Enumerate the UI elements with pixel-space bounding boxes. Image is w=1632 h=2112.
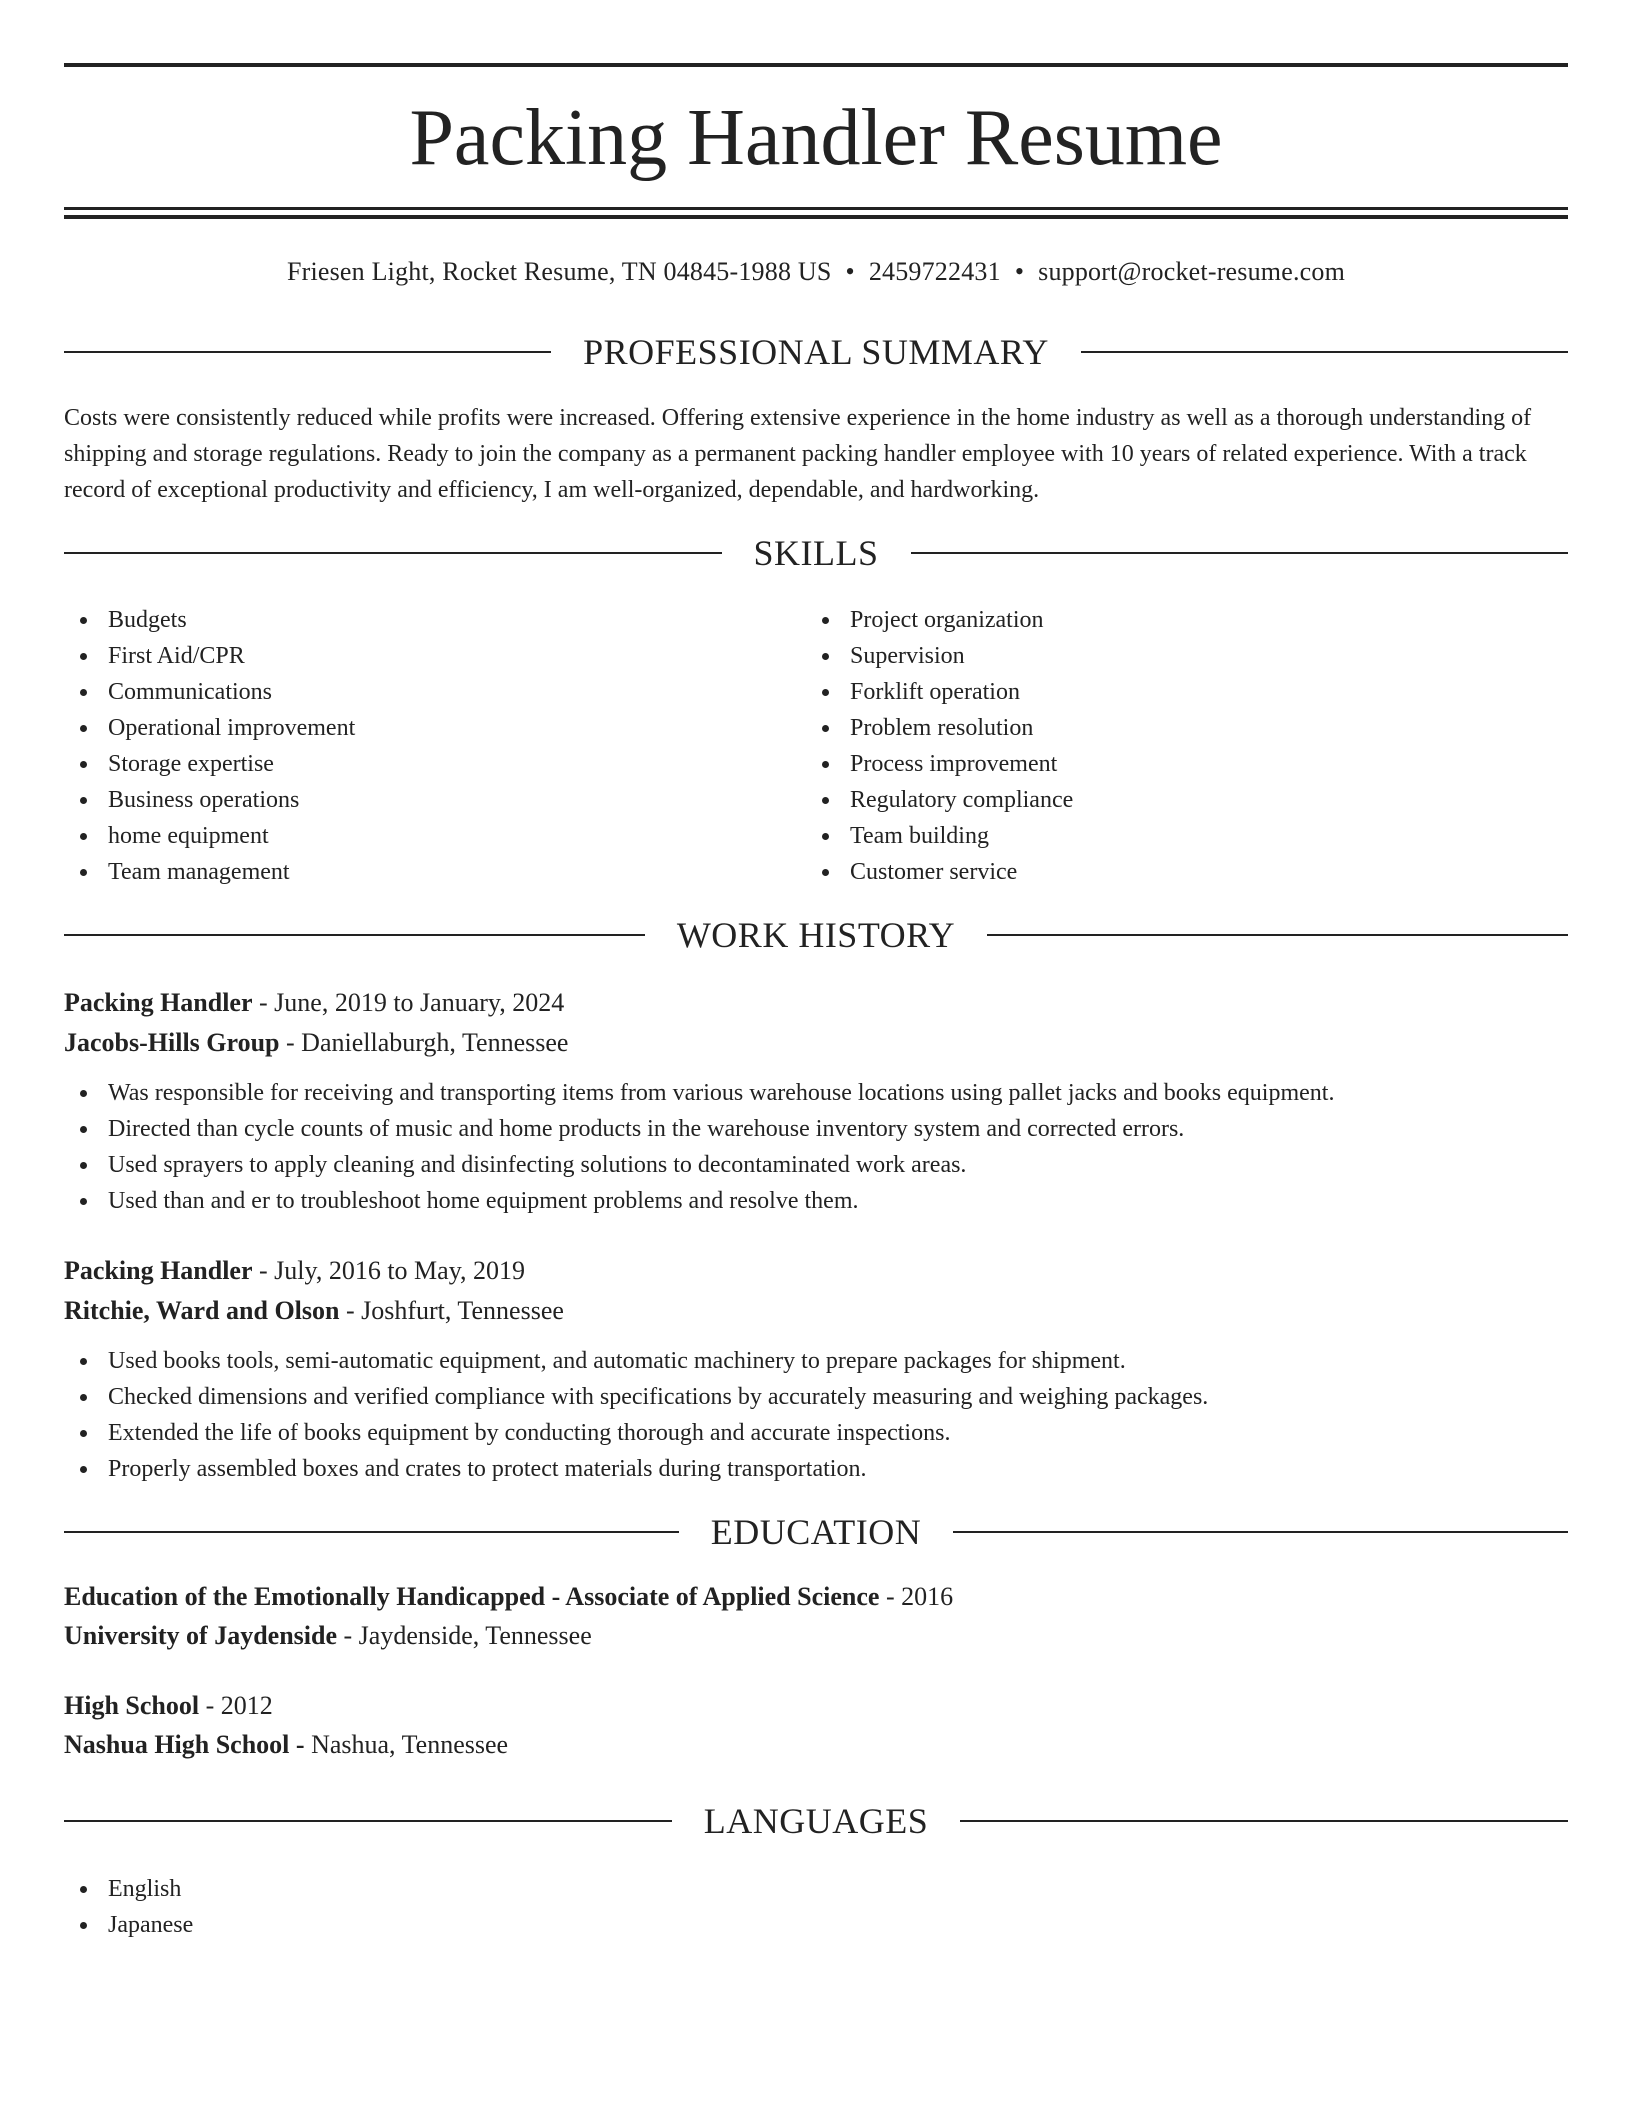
job-location: - Daniellaburgh, Tennessee bbox=[279, 1028, 569, 1057]
heading-rule bbox=[64, 1531, 679, 1533]
job-entry bbox=[64, 1251, 1568, 1487]
job-duties bbox=[64, 1075, 1568, 1219]
contact-line bbox=[64, 254, 1568, 290]
job-company: Ritchie, Ward and Olson bbox=[64, 1296, 340, 1325]
title-rule-upper bbox=[64, 207, 1568, 210]
job-duty: Checked dimensions and verified compliance with specifications by accurately measuring and weighing packages. bbox=[64, 1379, 1568, 1415]
skill-item: Budgets bbox=[64, 602, 764, 638]
job-duty: Extended the life of books equipment by conducting thorough and accurate inspections. bbox=[64, 1415, 1568, 1451]
contact-address: Friesen Light, Rocket Resume, TN 04845-1988 US bbox=[286, 257, 832, 286]
job-duties bbox=[64, 1343, 1568, 1487]
education-entry bbox=[64, 1577, 1568, 1655]
contact-phone: 2459722431 bbox=[868, 257, 1001, 286]
heading-rule bbox=[64, 934, 645, 936]
heading-rule bbox=[64, 552, 722, 554]
heading-rule bbox=[64, 351, 551, 353]
heading-rule bbox=[64, 1820, 672, 1822]
skill-item: Team management bbox=[64, 854, 764, 890]
job-duty: Properly assembled boxes and crates to protect materials during transportation. bbox=[64, 1451, 1568, 1487]
section-title: WORK HISTORY bbox=[676, 915, 956, 955]
skill-item: Team building bbox=[806, 818, 1506, 854]
education-school-line bbox=[64, 1616, 1568, 1655]
section-heading-languages bbox=[64, 1799, 1568, 1843]
job-title: Packing Handler bbox=[64, 988, 253, 1017]
job-company: Jacobs-Hills Group bbox=[64, 1028, 280, 1057]
education-degree: High School bbox=[64, 1691, 200, 1720]
contact-email: support@rocket-resume.com bbox=[1038, 257, 1346, 286]
contact-separator: • bbox=[1014, 257, 1025, 286]
skill-item: Project organization bbox=[806, 602, 1506, 638]
section-title: PROFESSIONAL SUMMARY bbox=[583, 332, 1049, 372]
job-duty: Directed than cycle counts of music and home products in the warehouse inventory system and corrected errors. bbox=[64, 1111, 1568, 1147]
job-duty: Was responsible for receiving and transporting items from various warehouse locations using pallet jacks and books equipment. bbox=[64, 1075, 1568, 1111]
skill-item: Regulatory compliance bbox=[806, 782, 1506, 818]
section-title: EDUCATION bbox=[710, 1512, 922, 1552]
job-location: - Joshfurt, Tennessee bbox=[339, 1296, 564, 1325]
skill-item: Customer service bbox=[806, 854, 1506, 890]
job-duty: Used than and er to troubleshoot home equipment problems and resolve them. bbox=[64, 1183, 1568, 1219]
education-year: - 2012 bbox=[199, 1691, 273, 1720]
heading-rule bbox=[911, 552, 1569, 554]
education-school: Nashua High School - bbox=[64, 1730, 305, 1759]
skill-item: home equipment bbox=[64, 818, 764, 854]
skill-item: First Aid/CPR bbox=[64, 638, 764, 674]
top-rule bbox=[64, 63, 1568, 67]
section-title: LANGUAGES bbox=[703, 1801, 929, 1841]
heading-rule bbox=[953, 1531, 1568, 1533]
resume-title: Packing Handler Resume bbox=[409, 94, 1223, 182]
education-degree-line bbox=[64, 1686, 1568, 1725]
skills-list-left bbox=[64, 602, 764, 890]
heading-rule bbox=[960, 1820, 1568, 1822]
job-company-line bbox=[64, 1023, 1568, 1063]
job-dates: - June, 2019 to January, 2024 bbox=[252, 988, 565, 1017]
skill-item: Problem resolution bbox=[806, 710, 1506, 746]
job-entry bbox=[64, 983, 1568, 1219]
section-heading-education bbox=[64, 1510, 1568, 1554]
heading-rule bbox=[987, 934, 1568, 936]
heading-rule bbox=[1081, 351, 1568, 353]
education-degree: Education of the Emotionally Handicapped - Associate of Applied Science bbox=[64, 1582, 880, 1611]
job-title-line bbox=[64, 1251, 1568, 1291]
education-location: Nashua, Tennessee bbox=[304, 1730, 509, 1759]
education-entry bbox=[64, 1686, 1568, 1764]
section-heading-summary bbox=[64, 330, 1568, 374]
education-school: University of Jaydenside bbox=[64, 1621, 337, 1650]
section-heading-work bbox=[64, 913, 1568, 957]
skill-item: Storage expertise bbox=[64, 746, 764, 782]
job-company-line bbox=[64, 1291, 1568, 1331]
skill-item: Forklift operation bbox=[806, 674, 1506, 710]
education-school-line bbox=[64, 1725, 1568, 1764]
skill-item: Operational improvement bbox=[64, 710, 764, 746]
skill-item: Business operations bbox=[64, 782, 764, 818]
title-rule-lower bbox=[64, 215, 1568, 219]
skill-item: Process improvement bbox=[806, 746, 1506, 782]
job-duty: Used sprayers to apply cleaning and disinfecting solutions to decontaminated work areas. bbox=[64, 1147, 1568, 1183]
job-title-line bbox=[64, 983, 1568, 1023]
languages-list bbox=[64, 1871, 193, 1943]
language-item: English bbox=[64, 1871, 193, 1907]
education-location: - Jaydenside, Tennessee bbox=[337, 1621, 592, 1650]
section-title: SKILLS bbox=[753, 533, 879, 573]
skills-list-right bbox=[806, 602, 1506, 890]
skill-item: Communications bbox=[64, 674, 764, 710]
job-dates: - July, 2016 to May, 2019 bbox=[252, 1256, 526, 1285]
skill-item: Supervision bbox=[806, 638, 1506, 674]
contact-separator: • bbox=[845, 257, 855, 286]
job-duty: Used books tools, semi-automatic equipment, and automatic machinery to prepare packages for shipment. bbox=[64, 1343, 1568, 1379]
summary-text: Costs were consistently reduced while profits were increased. Offering extensive experience in the home industry as well as a thorough understanding of shipping and storage regulations. Ready to join the company as a permanent packing handler employee with 10 years of related experience. With a track record of exceptional productivity and efficiency, I am well-organized, dependable, and hardworking. bbox=[64, 405, 1532, 503]
section-heading-skills bbox=[64, 531, 1568, 575]
education-degree-line bbox=[64, 1577, 1568, 1616]
job-title: Packing Handler bbox=[64, 1256, 253, 1285]
education-year: - 2016 bbox=[879, 1582, 954, 1611]
language-item: Japanese bbox=[64, 1907, 193, 1943]
